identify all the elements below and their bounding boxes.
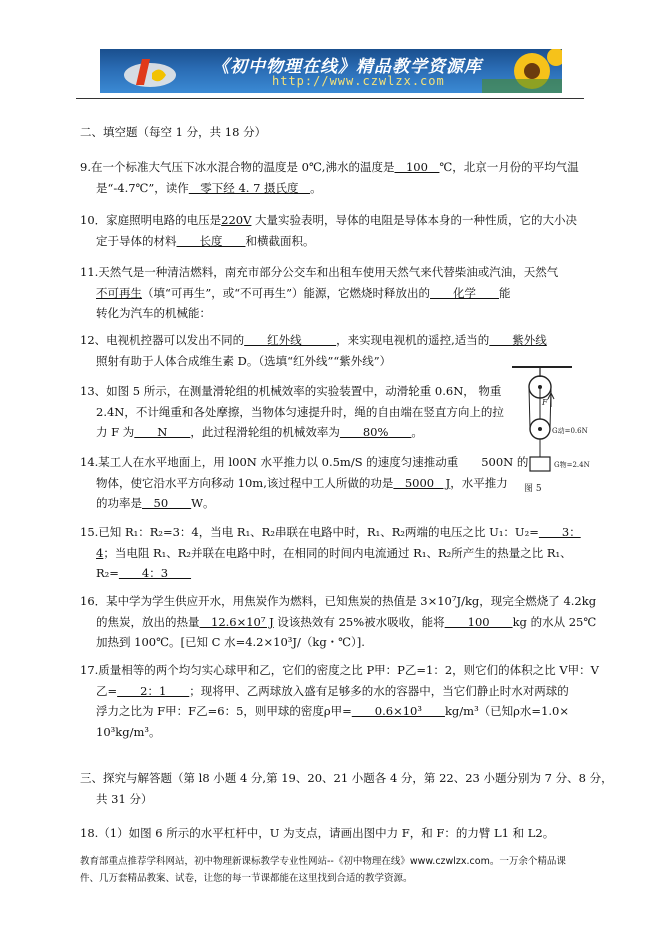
section-3-heading [80, 768, 613, 809]
q15-text-3: R₂= [96, 566, 119, 580]
q10-text-4: 和横截面积。 [245, 233, 315, 248]
q11-text-3: 能 [499, 285, 511, 300]
q11-answer-2: 化学 [430, 285, 500, 300]
q17-text-2: 乙= [96, 683, 118, 698]
header-banner [100, 49, 562, 93]
q9-answer-1: 100 [394, 160, 440, 174]
footer-text-2: 件、几万套精品教案、试卷，让您的每一节课都能在这里找到合适的教学资源。 [80, 873, 413, 884]
q13-text-3: 力 F 为 [96, 425, 135, 439]
object-weight-label: G物=2.4N [554, 461, 590, 469]
figure-caption: 图 5 [524, 484, 542, 494]
question-9 [80, 157, 590, 198]
footer-text-1: 教育部重点推荐学科网站，初中物理新课标教学专业性网站--《初中物理在线》www.czwlzx.com。一万余个精品课 [80, 856, 566, 867]
q15-text-1: 15.已知 R₁：R₂=3：4，当电 R₁、R₂串联在电路中时，R₁、R₂两端的电压之比 U₁：U₂= [80, 525, 539, 539]
q13-answer-2: 80% [339, 425, 412, 439]
q12-answer-2: 紫外线 [489, 333, 547, 347]
q14-text-1: 14.某工人在水平地面上，用 l00N 水平推力以 0.5m/S 的速度匀速推动重 500N 的 [80, 455, 529, 469]
footer [80, 853, 600, 887]
q17-text-3: ；现将甲、乙两球放入盛有足够多的水的容器中，当它们静止时水对两球的 [189, 683, 569, 698]
q12-text-1: 12、电视机控器可以发出不同的 [80, 333, 245, 347]
q15-answer-2: 4：3 [118, 566, 192, 580]
q12-answer-1: 红外线 [244, 333, 337, 347]
q11-text-2: （填“可再生”，或“不可再生”）能源，它燃烧时释放出的 [142, 285, 431, 300]
q16-text-5: 加热到 100℃。[已知 C 水=4.2×10³J/（kg・℃）]. [96, 635, 365, 649]
q14-text-2: 物体，使它沿水平方向移动 10m,该过程中工人所做的功是 [96, 475, 394, 490]
q16-answer-2: 100 [444, 614, 513, 629]
q11-answer-1: 不可再生 [96, 285, 142, 300]
q17-text-6: 10³kg/m³。 [96, 724, 161, 739]
q13-answer-1: N [134, 425, 191, 439]
q9-text-4: 。 [310, 180, 322, 195]
q9-text-2: ℃，北京一月份的平均气温 [439, 160, 579, 174]
section-3-text-1: 三、探究与解答题（第 l8 小题 4 分,第 19、20、21 小题各 4 分，第 22、23 小题分别为 7 分、8 分， [80, 771, 613, 785]
q15-text-2: ；当电阻 R₁、R₂并联在电路中时，在相同的时间内电流通过 R₁、R₂所产生的热量之比 R₁、 [103, 545, 572, 560]
question-16 [80, 591, 597, 653]
section-3-text-2: 共 31 分） [96, 791, 153, 806]
q16-text-3: 设该热效有 25%被水吸收，能将 [273, 614, 445, 629]
question-14 [80, 452, 529, 514]
pulley-figure [512, 365, 652, 497]
q9-text-3: 是“-4.7℃”，读作 [96, 180, 189, 195]
site-logo-icon [120, 55, 180, 89]
q9-text-1: 9.在一个标准大气压下冰水混合物的温度是 0℃,沸水的温度是 [80, 160, 395, 174]
q10-answer-1: 220V [221, 213, 252, 227]
q17-text-5: kg/m³（已知ρ水=1.0× [444, 704, 569, 718]
q16-answer-1: 12.6×10⁷ J [199, 614, 274, 629]
q10-text-1: 10．家庭照明电路的电压是 [80, 213, 222, 227]
question-11 [80, 262, 590, 324]
q13-text-2: 2.4N，不计绳重和各处摩擦，当物体匀速提升时，绳的自由端在竖直方向上的拉 [96, 404, 504, 419]
q9-answer-2: 零下经 4. 7 摄氏度 [188, 180, 311, 195]
q16-text-1: 16．某中学为学生供应开水，用焦炭作为燃料，已知焦炭的热值是 3×10⁷J/kg，现完全燃烧了 4.2kg [80, 594, 597, 608]
question-15 [80, 522, 590, 584]
force-label: F [542, 398, 548, 407]
q13-text-1: 13、如图 5 所示，在测量滑轮组的机械效率的实验装置中，动滑轮重 0.6N， 物重 [80, 384, 502, 398]
q14-answer-2: 50 [142, 496, 192, 510]
weight-block [530, 457, 550, 471]
q13-text-4: ，此过程滑轮组的机械效率为 [190, 425, 340, 439]
question-10 [80, 210, 590, 251]
q14-answer-1: 5000 J [393, 475, 451, 490]
q15-answer-1: 3： [538, 525, 581, 539]
question-18: 18.（1）如图 6 所示的水平杠杆中，U 为支点，请画出图中力 F，和 F：的力臂 L1 和 L2。 [80, 826, 555, 840]
q17-answer-1: 2：1 [117, 683, 190, 698]
q10-text-2: 大量实验表明，导体的电阻是导体本身的一种性质，它的大小决 [251, 213, 578, 227]
q14-text-3: ，水平推力 [450, 475, 508, 490]
header-rule [76, 98, 584, 99]
q10-text-3: 定于导体的材料 [96, 233, 177, 248]
banner-url: http://www.czwlzx.com [272, 74, 445, 88]
question-17 [80, 660, 599, 742]
q11-text-4: 转化为汽车的机械能： [96, 306, 211, 320]
question-13 [80, 381, 510, 443]
q17-text-1: 17.质量相等的两个均匀实心球甲和乙，它们的密度之比 P甲：P乙=1：2，则它们的体积之比 V甲：V [80, 663, 599, 677]
q14-text-5: W。 [191, 496, 215, 510]
q11-text-1: 11.天然气是一种清洁燃料，南充市部分公交车和出租车使用天然气来代替柴油或汽油，天然气 [80, 265, 559, 279]
q14-text-4: 的功率是 [96, 496, 142, 510]
pulley-weight-label: G动=0.6N [552, 427, 588, 435]
q17-text-4: 浮力之比为 F甲：F乙=6：5，则甲球的密度ρ甲= [96, 704, 352, 718]
q17-answer-2: 0.6×10³ [351, 704, 445, 718]
q15-answer-1b: 4 [96, 545, 104, 560]
q12-text-2: ，来实现电视机的遥控,适当的 [336, 333, 490, 347]
sunflower-icon [482, 49, 562, 93]
q16-text-4: kg 的水从 25℃ [512, 614, 597, 629]
q13-text-5: 。 [411, 425, 423, 439]
banner-title: 《初中物理在线》精品教学资源库 [212, 57, 482, 77]
section-2-heading: 二、填空题（每空 1 分，共 18 分） [80, 125, 267, 139]
q16-text-2: 的焦炭，放出的热量 [96, 614, 200, 629]
q10-answer-2: 长度 [176, 233, 246, 248]
q12-text-3: 照射有助于人体合成维生素 D。（选填“红外线”“紫外线”） [96, 353, 392, 368]
